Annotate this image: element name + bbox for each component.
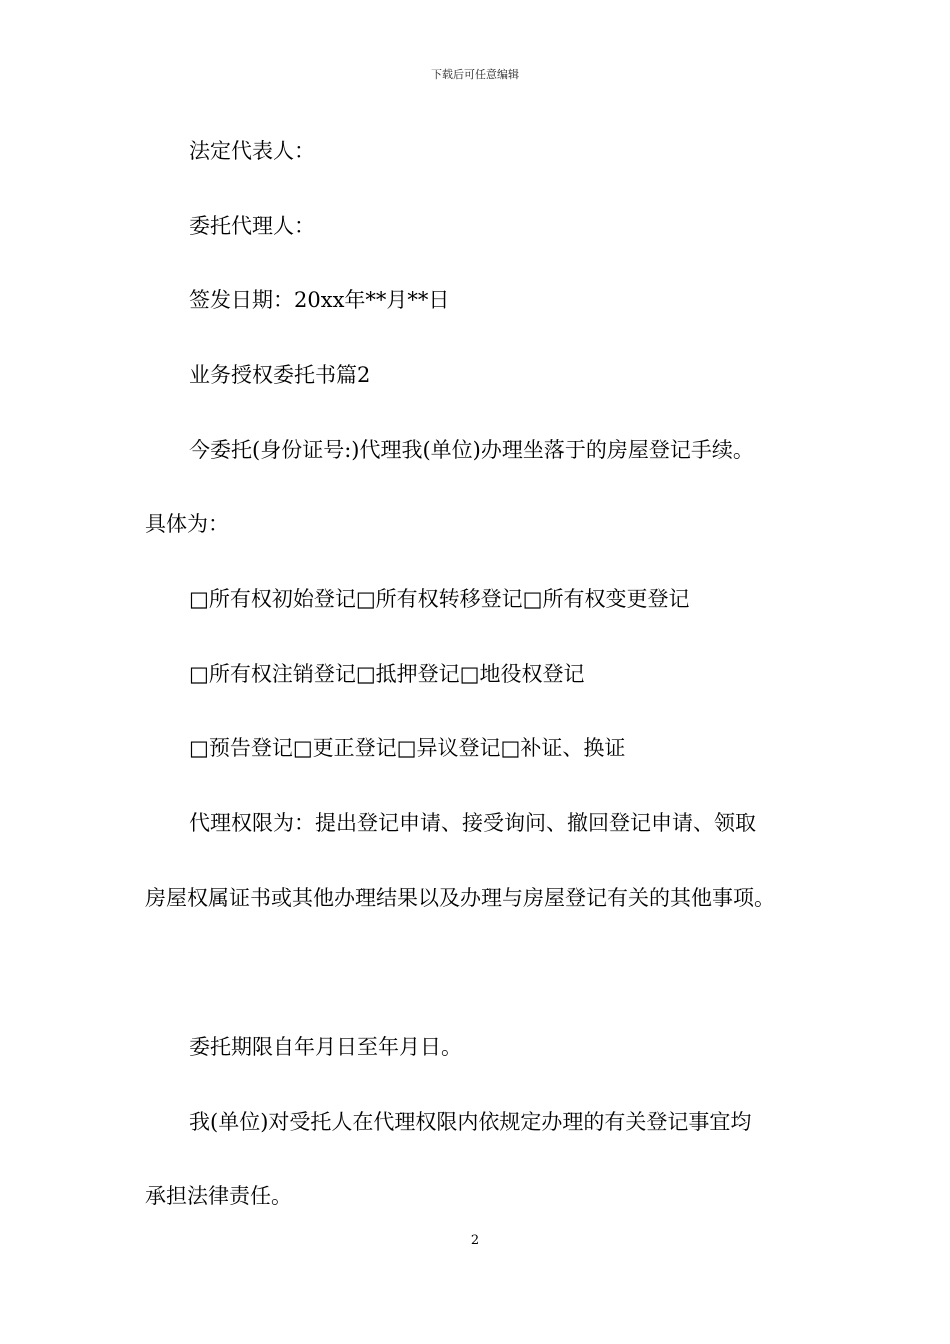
options-row-3: □预告登记□更正登记□异议登记□补证、换证: [189, 736, 626, 760]
page-header: 下载后可任意编辑: [431, 68, 519, 81]
paragraph-1-line-1: 今委托(身份证号:)代理我(单位)办理坐落于的房屋登记手续。: [189, 438, 754, 462]
term-line: 委托期限自年月日至年月日。: [189, 1035, 462, 1059]
authority-line-2: 房屋权属证书或其他办理结果以及办理与房屋登记有关的其他事项。: [145, 886, 775, 910]
paragraph-1-line-2: 具体为：: [145, 512, 229, 536]
page-number: 2: [470, 1233, 480, 1248]
section-title: 业务授权委托书篇2: [189, 363, 371, 387]
authority-line-1: 代理权限为：提出登记申请、接受询问、撤回登记申请、领取: [189, 811, 756, 835]
issue-date-line: 签发日期：20xx年**月**日: [189, 288, 450, 312]
legal-representative-line: 法定代表人：: [189, 139, 315, 163]
liability-line-1: 我(单位)对受托人在代理权限内依规定办理的有关登记事宜均: [189, 1110, 752, 1134]
options-row-1: □所有权初始登记□所有权转移登记□所有权变更登记: [189, 587, 690, 611]
agent-line: 委托代理人：: [189, 214, 315, 238]
liability-line-2: 承担法律责任。: [145, 1184, 292, 1208]
options-row-2: □所有权注销登记□抵押登记□地役权登记: [189, 662, 585, 686]
